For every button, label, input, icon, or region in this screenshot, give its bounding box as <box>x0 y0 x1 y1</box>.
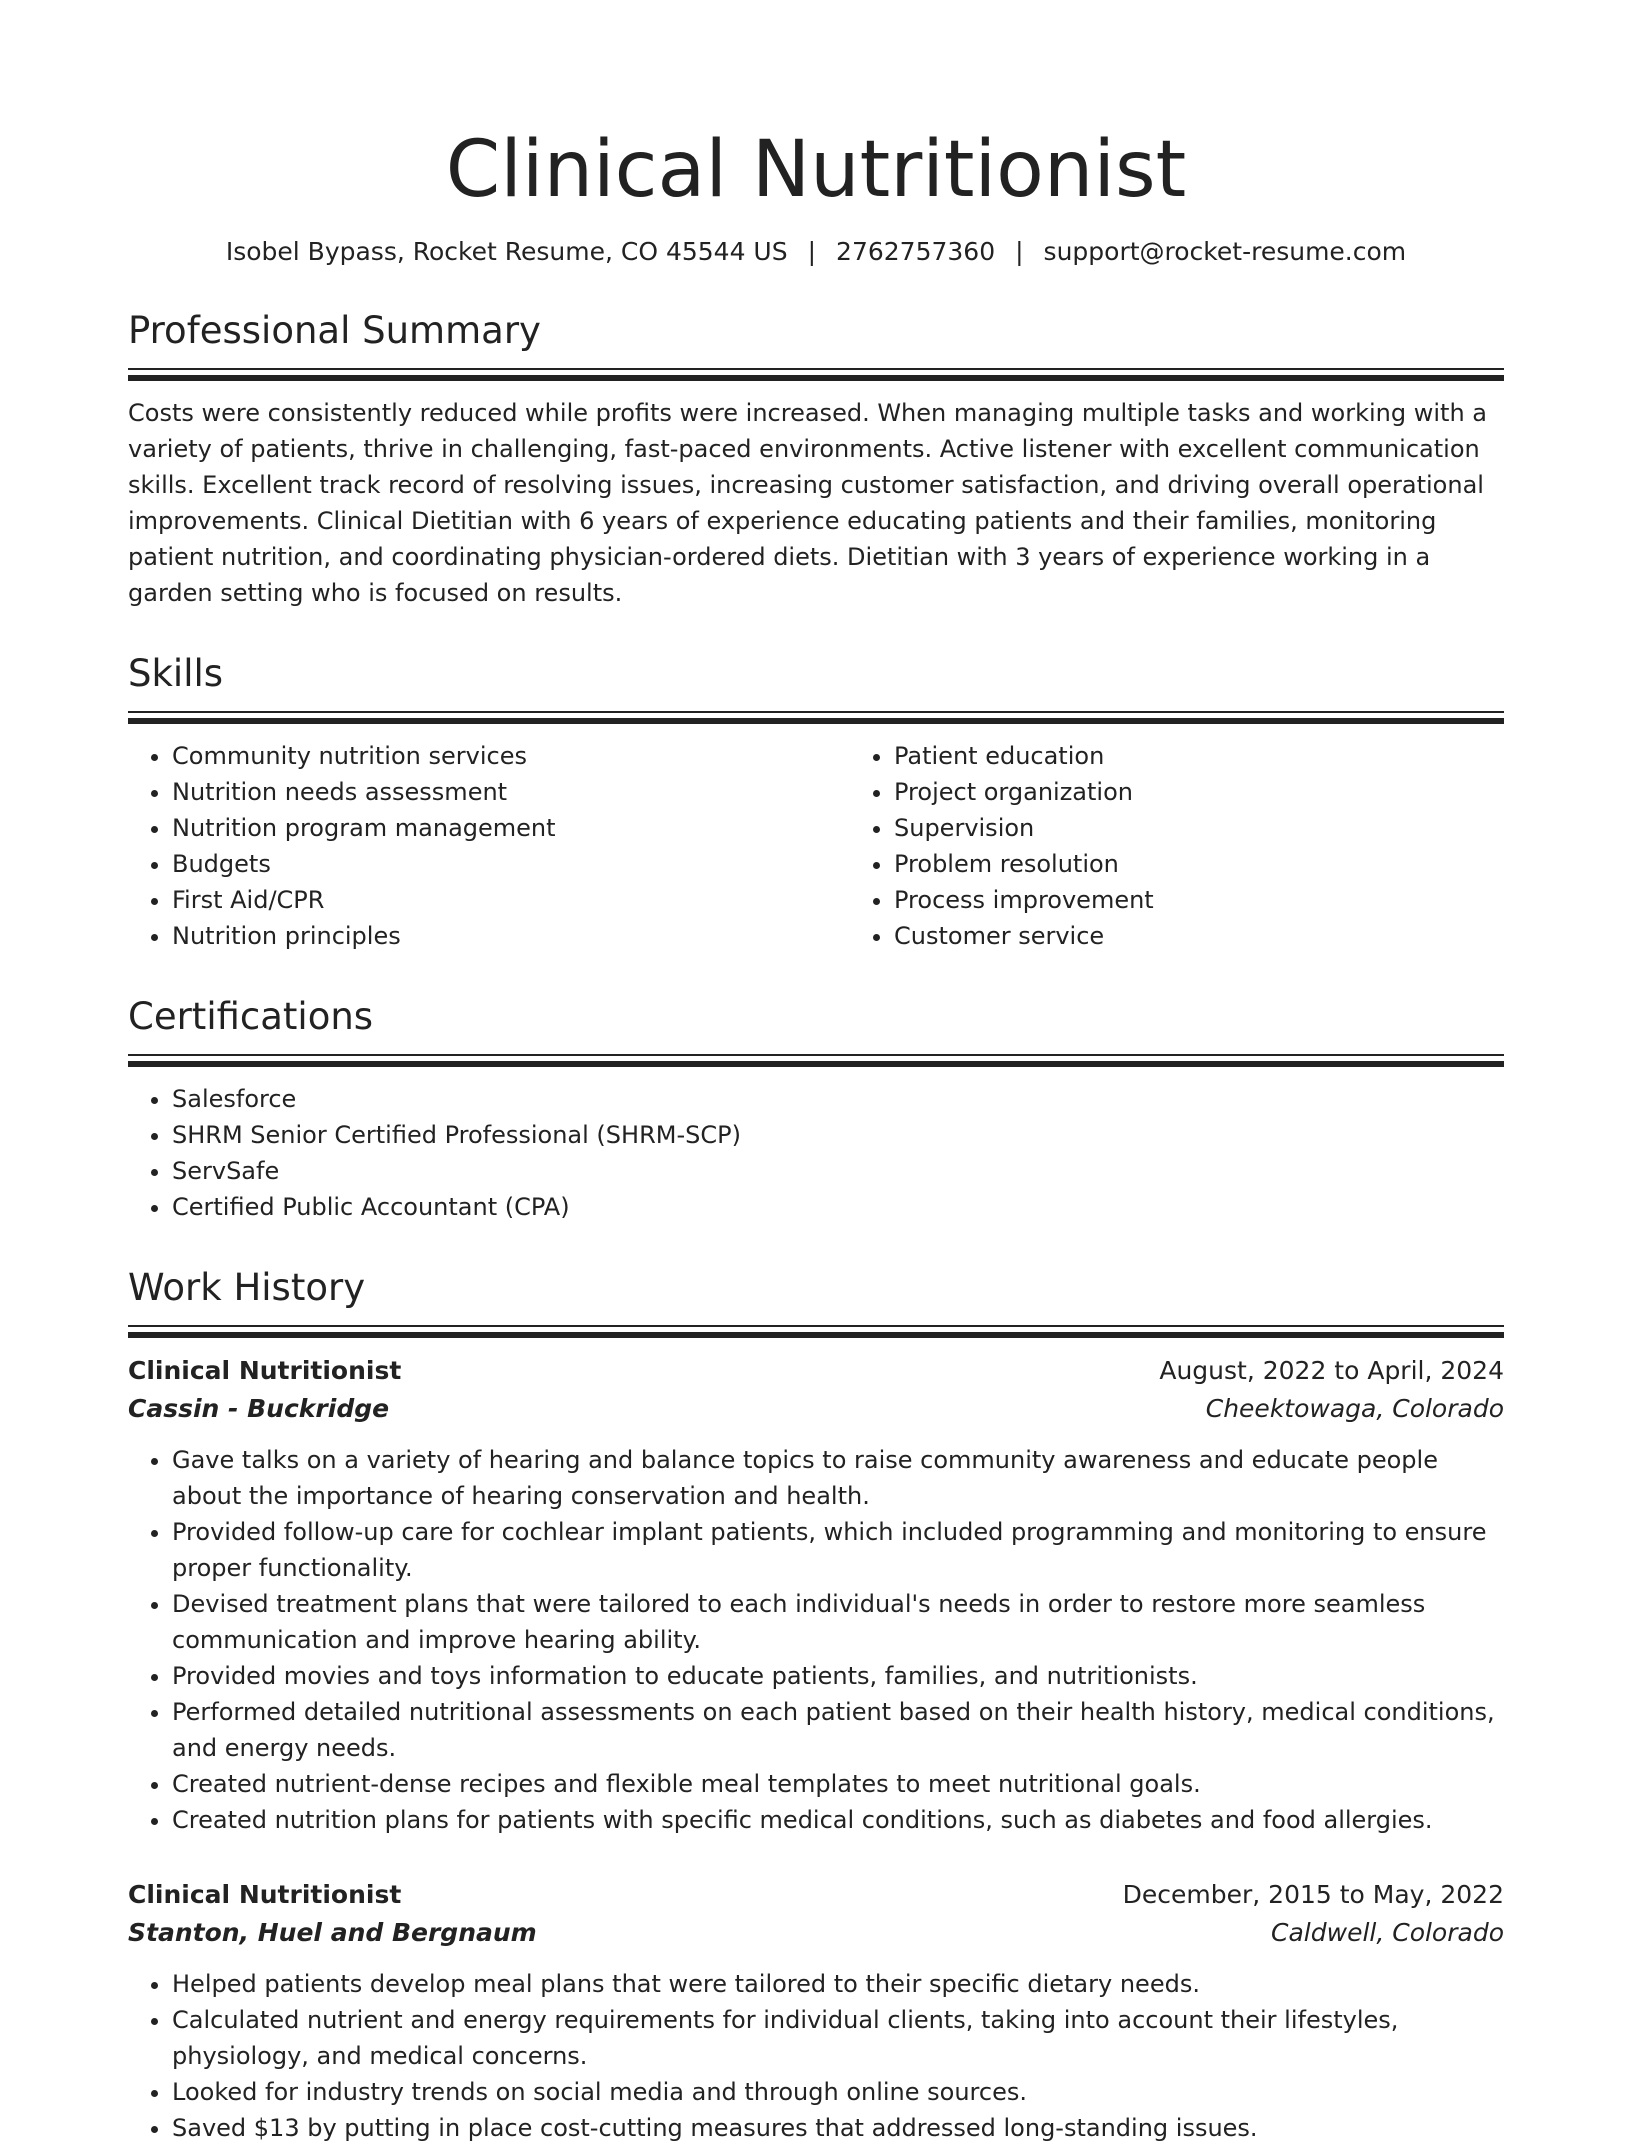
certification-item: • Certified Public Accountant (CPA) <box>172 1189 1504 1225</box>
job-title: Clinical Nutritionist <box>128 1356 402 1385</box>
skill-item: • Nutrition needs assessment <box>172 774 850 810</box>
skill-item: • Process improvement <box>894 882 1572 918</box>
contact-line <box>128 236 1504 268</box>
job-subheader-row <box>128 1914 1504 1952</box>
job-location: Cheektowaga, Colorado <box>1205 1394 1504 1423</box>
contact-email: support@rocket-resume.com <box>1043 237 1407 266</box>
job-company: Cassin - Buckridge <box>128 1394 390 1423</box>
skills-section <box>128 651 1504 954</box>
job-bullet: • Devised treatment plans that were tailored to each individual's needs in order to restore more seamless communication and improve hearing ability. <box>172 1586 1504 1658</box>
skill-item: • Project organization <box>894 774 1572 810</box>
section-rule-thin <box>128 711 1504 713</box>
job-dates: August, 2022 to April, 2024 <box>1159 1356 1504 1385</box>
job-header-row <box>128 1352 1504 1390</box>
job-bullet: • Helped patients develop meal plans that were tailored to their specific dietary needs. <box>172 1966 1504 2002</box>
certifications-heading: Certifications <box>128 995 374 1038</box>
contact-separator: | <box>807 237 817 266</box>
contact-separator: | <box>1015 237 1024 266</box>
job-bullet: • Gave talks on a variety of hearing and balance topics to raise community awareness and educate people about the importance of hearing conservation and health. <box>172 1442 1504 1514</box>
job-subheader-row <box>128 1390 1504 1428</box>
skills-columns <box>128 738 1504 954</box>
skills-list-right <box>850 738 1572 954</box>
certification-item: • ServSafe <box>172 1153 1504 1189</box>
certification-item: • Salesforce <box>172 1081 1504 1117</box>
section-rule-thin <box>128 368 1504 370</box>
skill-item: • Nutrition program management <box>172 810 850 846</box>
section-rule-thin <box>128 1325 1504 1327</box>
skill-item: • Patient education <box>894 738 1572 774</box>
skill-item: • First Aid/CPR <box>172 882 850 918</box>
job-location: Caldwell, Colorado <box>1271 1918 1504 1947</box>
section-rule-thin <box>128 1054 1504 1056</box>
certification-item: • SHRM Senior Certified Professional (SHRM-SCP) <box>172 1117 1504 1153</box>
section-rule-thick <box>128 375 1504 381</box>
skills-list-left <box>128 738 850 954</box>
job-bullet: • Calculated nutrient and energy requirements for individual clients, taking into account their lifestyles, physiology, and medical concerns. <box>172 2002 1504 2074</box>
section-rule-thick <box>128 718 1504 724</box>
job-header-row <box>128 1876 1504 1914</box>
section-rule-thick <box>128 1061 1504 1067</box>
resume-title: Clinical Nutritionist <box>445 125 1187 215</box>
skill-item: • Nutrition principles <box>172 918 850 954</box>
job-bullet: • Performed detailed nutritional assessments on each patient based on their health history, medical conditions, and energy needs. <box>172 1694 1504 1766</box>
work-history-section <box>128 1265 1504 2146</box>
job-entry <box>128 1876 1504 2146</box>
job-dates: December, 2015 to May, 2022 <box>1122 1880 1504 1909</box>
job-bullet: • Looked for industry trends on social media and through online sources. <box>172 2074 1504 2110</box>
resume-content <box>128 0 1504 2146</box>
job-bullet: • Provided movies and toys information to educate patients, families, and nutritionists. <box>172 1658 1504 1694</box>
skill-item: • Customer service <box>894 918 1572 954</box>
certifications-section <box>128 994 1504 1225</box>
skill-item: • Budgets <box>172 846 850 882</box>
job-bullet: • Created nutrition plans for patients with specific medical conditions, such as diabetes and food allergies. <box>172 1802 1504 1838</box>
skills-heading: Skills <box>128 652 224 695</box>
summary-heading: Professional Summary <box>128 309 541 352</box>
skill-item: • Problem resolution <box>894 846 1572 882</box>
certifications-list <box>128 1081 1504 1225</box>
contact-phone: 2762757360 <box>836 237 996 266</box>
job-entry <box>128 1352 1504 1838</box>
skill-item: • Supervision <box>894 810 1572 846</box>
job-bullet: • Created nutrient-dense recipes and flexible meal templates to meet nutritional goals. <box>172 1766 1504 1802</box>
job-bullet: • Saved $13 by putting in place cost-cutting measures that addressed long-standing issues. <box>172 2110 1504 2146</box>
summary-section <box>128 308 1504 611</box>
summary-text: Costs were consistently reduced while profits were increased. When managing multiple tasks and working with a variety of patients, thrive in challenging, fast-paced environments. Active listener with excellent communication skills. Excellent track record of resolving issues, increasing customer satisfaction, and driving overall operational improvements. Clinical Dietitian with 6 years of experience educating patients and their families, monitoring patient nutrition, and coordinating physician-ordered diets. Dietitian with 3 years of experience working in a garden setting who is focused on results. <box>128 399 1487 607</box>
work-history-heading: Work History <box>128 1266 366 1309</box>
section-rule-thick <box>128 1332 1504 1338</box>
job-bullet: • Provided follow-up care for cochlear implant patients, which included programming and monitoring to ensure proper functionality. <box>172 1514 1504 1586</box>
job-bullets <box>128 1442 1504 1838</box>
job-title: Clinical Nutritionist <box>128 1880 402 1909</box>
skill-item: • Community nutrition services <box>172 738 850 774</box>
contact-address: Isobel Bypass, Rocket Resume, CO 45544 US <box>225 237 788 266</box>
job-bullets <box>128 1966 1504 2146</box>
job-company: Stanton, Huel and Bergnaum <box>128 1918 537 1947</box>
